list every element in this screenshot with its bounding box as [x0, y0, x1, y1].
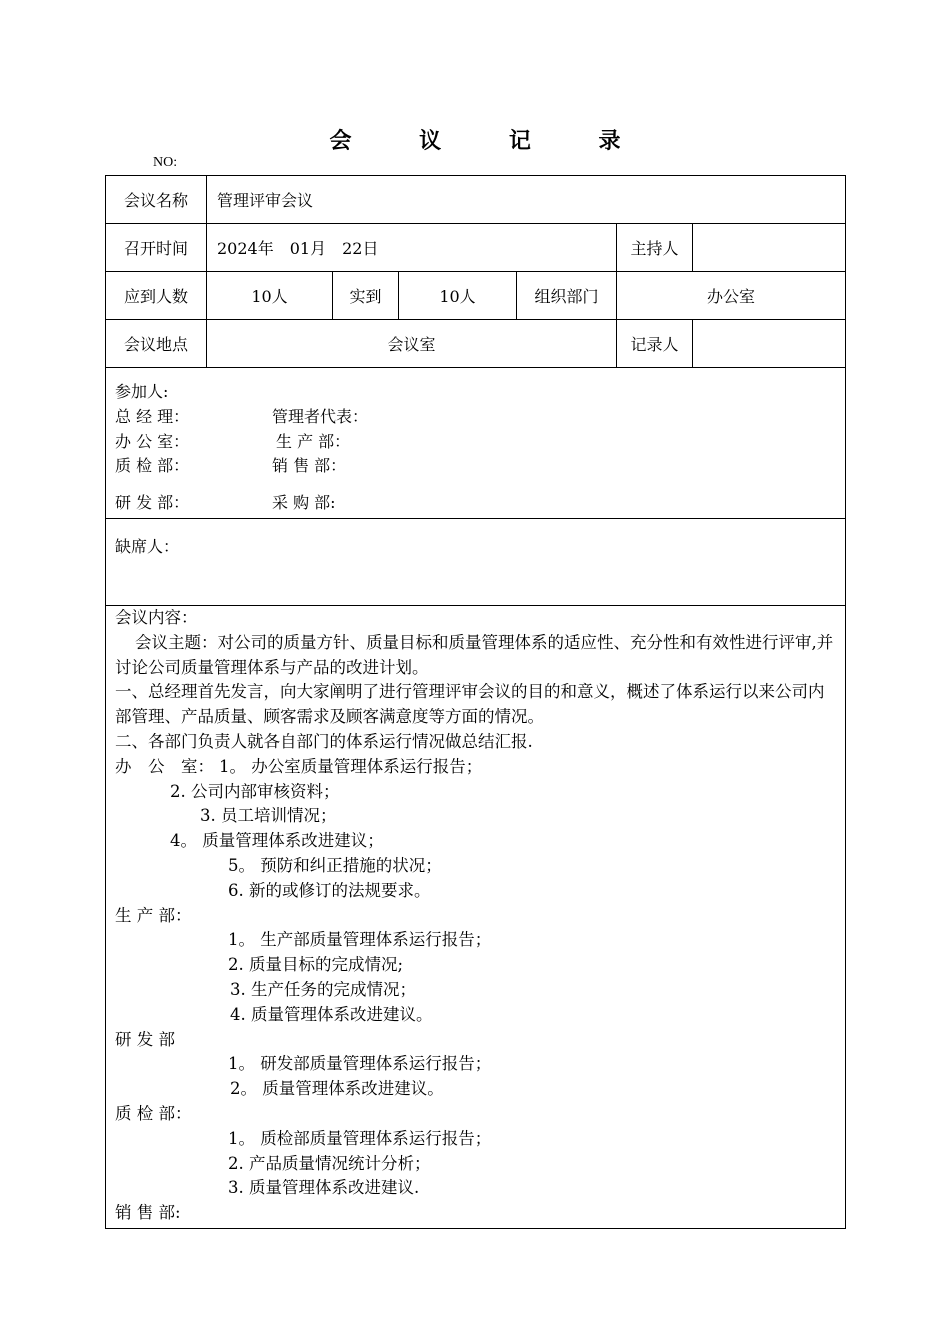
absent-section [106, 519, 845, 606]
content-paragraph-2: 二、各部门负责人就各自部门的体系运行情况做总结汇报. [115, 731, 533, 751]
actual-count-value[interactable]: 10人 [398, 272, 516, 319]
rd-item: 1。 研发部质量管理体系运行报告； [228, 1054, 492, 1074]
participant-production-label: 生 产 部： [276, 431, 351, 451]
content-heading: 会议内容： [115, 608, 198, 627]
meeting-time-label: 召开时间 [123, 239, 188, 258]
office-item: 4。 质量管理体系改进建议； [170, 831, 384, 851]
content-block [115, 606, 837, 1226]
absent-heading: 缺席人： [115, 537, 180, 556]
host-value[interactable] [692, 224, 845, 271]
recorder-value[interactable] [692, 320, 845, 367]
location-row [106, 320, 845, 368]
participant-office-label: 办 公 室： [115, 431, 190, 451]
location-label: 会议地点 [123, 335, 188, 354]
production-item: 1。 生产部质量管理体系运行报告； [228, 930, 492, 950]
participant-sales-label: 销 售 部： [272, 456, 347, 476]
meeting-time-value[interactable]: 2024年 01月 22日 [206, 224, 616, 271]
meeting-record-table [105, 175, 846, 1229]
participants-block [115, 380, 837, 516]
office-item: 5。 预防和纠正措施的状况； [228, 855, 442, 875]
qc-item: 3. 质量管理体系改进建议. [228, 1178, 420, 1198]
dept-qc-label: 质 检 部： [115, 1103, 192, 1123]
dept-rd-label: 研 发 部 [115, 1029, 175, 1049]
meeting-theme: 会议主题：对公司的质量方针、质量目标和质量管理体系的适应性、充分性和有效性进行评审,并讨论公司质量管理体系与产品的改进计划。 [115, 632, 834, 677]
content-paragraph-1: 一、总经理首先发言，向大家阐明了进行管理评审会议的目的和意义，概述了体系运行以来公司内部管理、产品质量、顾客需求及顾客满意度等方面的情况。 [115, 682, 825, 727]
expected-count-value[interactable]: 10人 [206, 272, 332, 319]
page-title: 会 议 记 录 [329, 128, 651, 154]
recorder-label: 记录人 [616, 320, 692, 367]
attendance-row [106, 272, 845, 320]
content-section [106, 606, 845, 1228]
office-item: 6. 新的或修订的法规要求。 [228, 880, 431, 900]
office-item: 1。 办公室质量管理体系运行报告； [219, 756, 483, 776]
rd-item: 2。 质量管理体系改进建议。 [230, 1079, 444, 1099]
production-item: 3. 生产任务的完成情况； [230, 979, 416, 999]
dept-sales-label: 销 售 部: [115, 1203, 181, 1223]
actual-count-label: 实到 [332, 272, 398, 319]
production-item: 4. 质量管理体系改进建议。 [230, 1004, 433, 1024]
meeting-name-row [106, 176, 845, 224]
qc-item: 2. 产品质量情况统计分析； [228, 1153, 431, 1173]
meeting-name-value[interactable]: 管理评审会议 [206, 176, 845, 223]
production-item: 2. 质量目标的完成情况; [228, 955, 404, 975]
qc-item: 1。 质检部质量管理体系运行报告； [228, 1128, 492, 1148]
office-item: 2. 公司内部审核资料； [170, 781, 340, 801]
host-label: 主持人 [616, 224, 692, 271]
participant-gm-label: 总 经 理： [115, 406, 190, 426]
office-item: 3. 员工培训情况； [200, 806, 337, 826]
meeting-time-row [106, 224, 845, 272]
dept-office-label: 办 公 室： [115, 756, 214, 776]
participant-qc-label: 质 检 部： [115, 456, 190, 476]
record-number-label: NO: [153, 155, 178, 170]
participants-section [106, 368, 845, 519]
organizer-label: 组织部门 [516, 272, 616, 319]
organizer-value[interactable]: 办公室 [616, 272, 845, 319]
meeting-name-label: 会议名称 [123, 191, 188, 210]
location-value[interactable]: 会议室 [206, 320, 616, 367]
participant-rd-label: 研 发 部： [115, 493, 190, 513]
dept-production-label: 生 产 部： [115, 905, 192, 925]
participant-mgmt-rep-label: 管理者代表： [272, 406, 369, 426]
participant-purchasing-label: 采 购 部: [272, 493, 336, 513]
expected-count-label: 应到人数 [123, 287, 188, 306]
participants-heading: 参加人: [115, 382, 169, 401]
